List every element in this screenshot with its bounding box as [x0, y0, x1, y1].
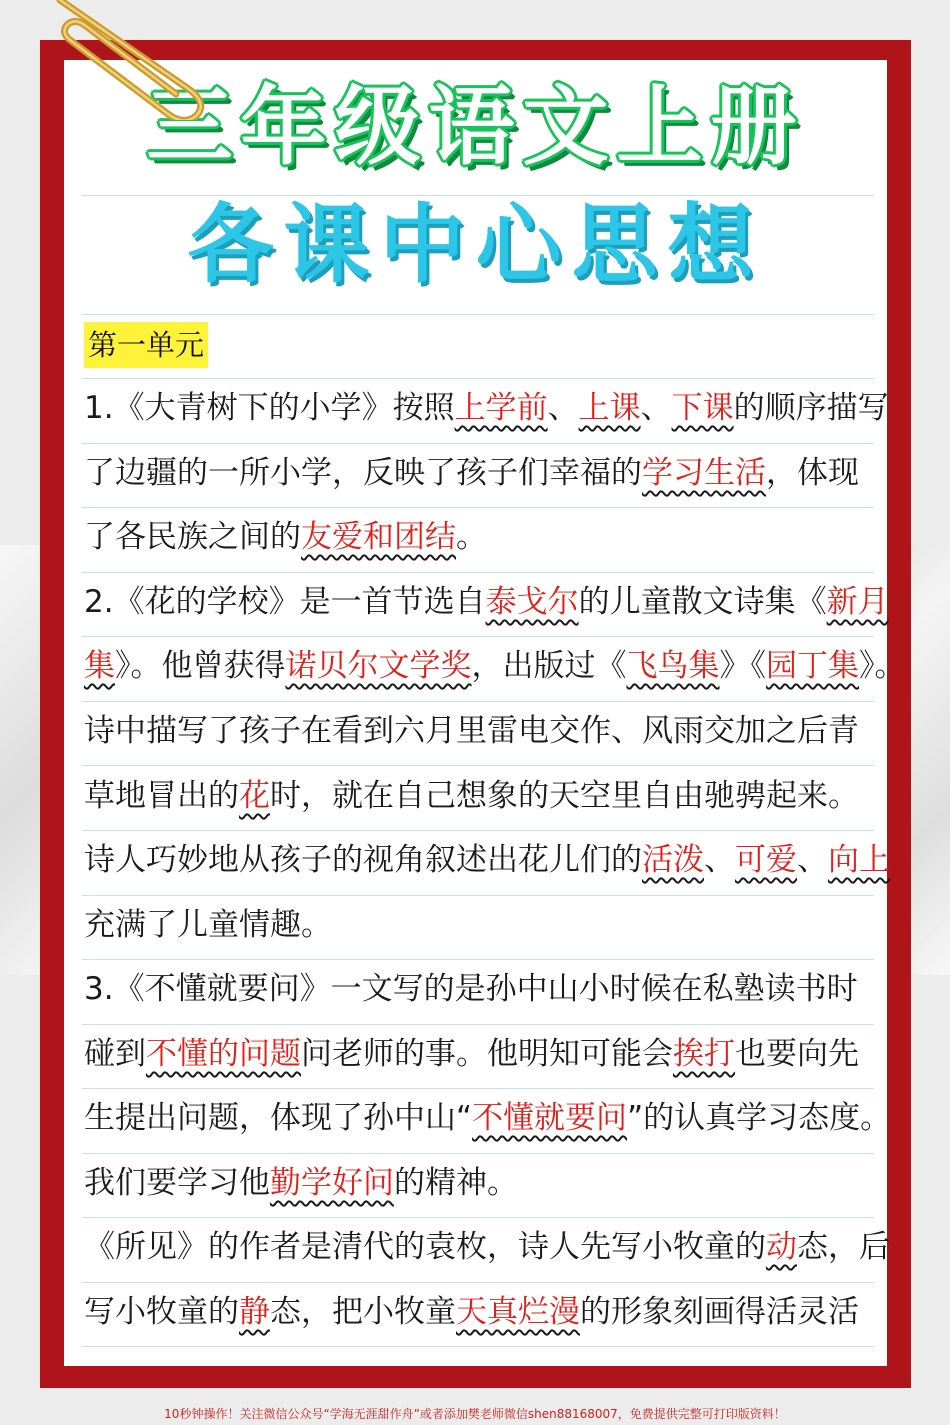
- keyword-highlight: 天真烂漫: [456, 1294, 580, 1330]
- text-segment: 充满了儿童情趣。: [84, 907, 332, 943]
- text-segment: 态，后: [797, 1229, 890, 1265]
- text-line: [84, 764, 884, 828]
- text-segment: 3.《不懂就要问》一文写的是孙中山小时候在私塾读书时: [84, 971, 858, 1007]
- text-segment: 时，就在自己想象的天空里自由驰骋起来。: [270, 778, 859, 814]
- text-line: [84, 893, 884, 957]
- text-segment: 的精神。: [394, 1165, 518, 1201]
- text-line: [84, 828, 890, 892]
- keyword-highlight: 上课: [578, 390, 641, 426]
- text-line: [84, 376, 889, 440]
- keyword-highlight: 集: [84, 648, 115, 684]
- keyword-highlight: 静: [239, 1294, 270, 1330]
- keyword-highlight: 勤学好问: [270, 1165, 394, 1201]
- text-segment: 。: [456, 519, 487, 555]
- text-segment: 、: [640, 390, 672, 426]
- text-segment: 态，把小牧童: [270, 1294, 456, 1330]
- keyword-highlight: 活泼: [642, 842, 704, 878]
- text-segment: 、: [547, 390, 579, 426]
- text-segment: 诗中描写了孩子在看到六月里雷电交作、风雨交加之后青: [84, 713, 859, 749]
- text-segment: 我们要学习他: [84, 1165, 270, 1201]
- text-line: [84, 1151, 884, 1215]
- text-line: [84, 957, 884, 1021]
- footer-note: 10秒钟操作！关注微信公众号“学海无涯甜作舟”或者添加樊老师微信shen88168007，免费提供完整可打印版资料！: [164, 1407, 786, 1421]
- keyword-highlight: 不懂的问题: [146, 1036, 301, 1072]
- unit-label: 第一单元: [84, 322, 208, 368]
- keyword-highlight: 上学前: [454, 390, 548, 426]
- keyword-highlight: 挨打: [673, 1036, 735, 1072]
- ruled-line: [82, 314, 874, 315]
- text-segment: 了边疆的一所小学，反映了孩子们幸福的: [84, 455, 642, 491]
- text-segment: 《所见》的作者是清代的袁枚，诗人先写小牧童的: [84, 1229, 766, 1265]
- text-segment: ，出版过《: [471, 648, 627, 684]
- text-line: [84, 441, 884, 505]
- text-line: [84, 1086, 892, 1150]
- keyword-highlight: 学习生活: [642, 455, 766, 491]
- text-segment: 的形象刻画得活灵活: [580, 1294, 859, 1330]
- text-segment: 》《: [719, 648, 766, 684]
- ruled-line: [82, 1346, 874, 1347]
- text-segment: 诗人巧妙地从孩子的视角叙述出花儿们的: [84, 842, 642, 878]
- text-segment: 的儿童散文诗集《: [578, 584, 827, 620]
- paperclip-icon: [40, 0, 210, 120]
- text-line: [84, 1022, 884, 1086]
- text-line: [84, 634, 906, 698]
- keyword-highlight: 飞鸟集: [626, 648, 720, 684]
- keyword-highlight: 下课: [671, 390, 734, 426]
- text-line: [84, 1215, 890, 1279]
- main-title: 三年级语文上册: [146, 77, 805, 177]
- text-segment: 、: [704, 842, 735, 878]
- text-segment: 生提出问题，体现了孙中山“: [84, 1100, 473, 1136]
- text-segment: 1.《大青树下的小学》按照: [84, 390, 455, 426]
- text-line: [84, 1280, 884, 1344]
- text-segment: ，体现: [766, 455, 859, 491]
- text-segment: 、: [797, 842, 828, 878]
- text-line: [84, 699, 884, 763]
- text-segment: 也要向先: [735, 1036, 859, 1072]
- keyword-highlight: 诺贝尔文学奖: [285, 648, 472, 684]
- text-line: [84, 505, 884, 569]
- keyword-highlight: 新月: [826, 584, 889, 620]
- text-segment: 写小牧童的: [84, 1294, 239, 1330]
- keyword-highlight: 园丁集: [766, 648, 859, 684]
- keyword-highlight: 花: [239, 778, 270, 814]
- text-segment: 了各民族之间的: [84, 519, 301, 555]
- sub-title: 各课中心思想: [187, 195, 764, 295]
- keyword-highlight: 动: [766, 1229, 797, 1265]
- keyword-highlight: 向上: [828, 842, 890, 878]
- keyword-highlight: 泰戈尔: [485, 584, 579, 620]
- text-segment: 》。: [859, 648, 906, 684]
- keyword-highlight: 友爱和团结: [301, 519, 456, 555]
- text-line: [84, 570, 889, 634]
- text-segment: 2.《花的学校》是一首节选自: [84, 584, 486, 620]
- text-segment: 问老师的事。他明知可能会: [301, 1036, 673, 1072]
- text-segment: 碰到: [84, 1036, 146, 1072]
- keyword-highlight: 可爱: [735, 842, 797, 878]
- keyword-highlight: 不懂就要问: [472, 1100, 628, 1136]
- text-segment: 》。他曾获得: [115, 648, 286, 684]
- text-segment: ”的认真学习态度。: [627, 1100, 892, 1136]
- text-segment: 的顺序描写: [733, 390, 889, 426]
- text-segment: 草地冒出的: [84, 778, 239, 814]
